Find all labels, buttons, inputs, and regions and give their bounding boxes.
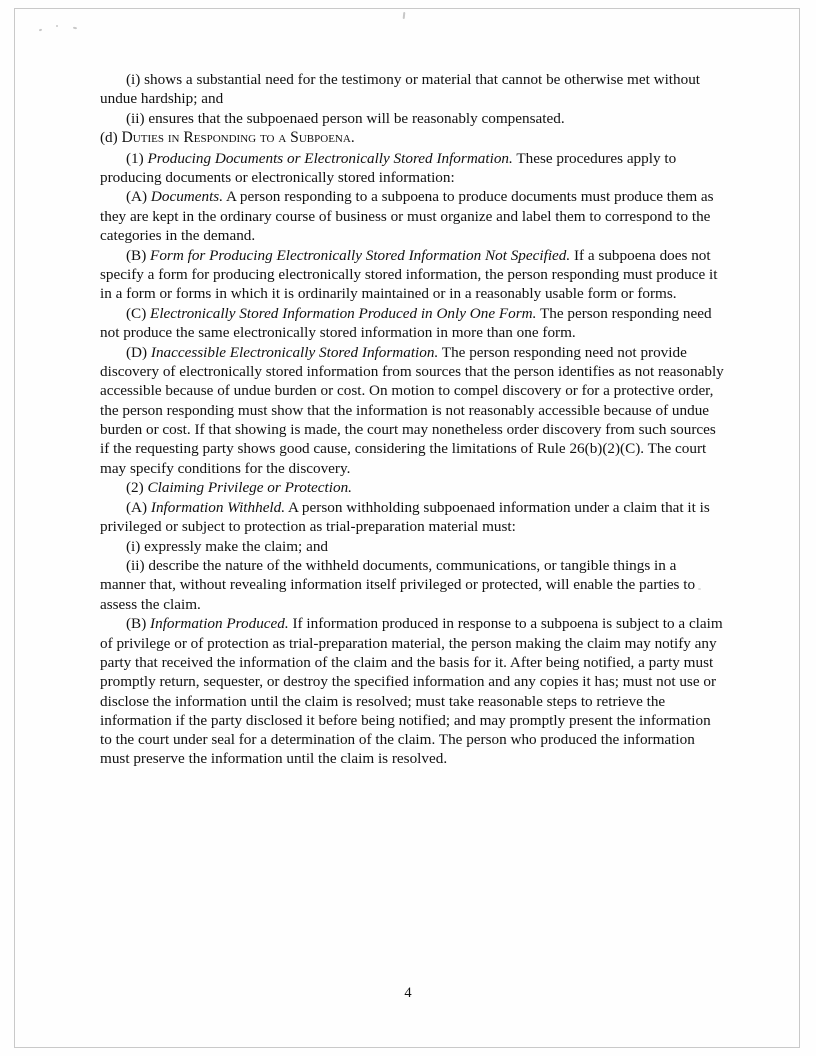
paragraph-p-d-duties (100, 128, 724, 148)
text-run: A person withholding subpoenaed information under a claim that it is privileged or subject to protection as trial-preparation material must: (100, 498, 710, 535)
text-run: . (350, 129, 355, 147)
text-run: A person responding to a subpoena to produce documents must produce them as they are kept in the ordinary course of business or must organize and label them to correspond to the categories in the demand. (100, 188, 714, 245)
text-run: Documents. (150, 188, 224, 206)
paragraph-p-B-form (100, 246, 724, 304)
paragraph-p-C-one-form (100, 304, 724, 343)
scan-artifact-speck (56, 25, 58, 27)
paragraph-p-ii-ensures (100, 109, 724, 128)
text-run: If information produced in response to a subpoena is subject to a claim of privilege or of protection as trial-preparation material, the person making the claim may notify any party that received the information of the claim and the basis for it. After being notified, a party must promptly return, sequester, or destroy the specified information and any copies it has; must not use or disclose the information until the claim is resolved; must take reasonable steps to retrieve the information if the party disclosed it before being notified; and may promptly present the information to the court under seal for a determination of the claim. The person who produced the information must preserve the information until the claim is resolved. (100, 615, 723, 768)
paragraph-p-i-expressly (100, 537, 724, 556)
text-run: Inaccessible Electronically Stored Information. (150, 343, 439, 361)
paragraph-p-1-producing (100, 149, 724, 188)
text-run: Producing Documents or Electronically Stored Information. (147, 149, 513, 167)
text-run: The person responding need not produce the same electronically stored information in more than one form. (100, 304, 712, 342)
text-run: Information Withheld. (150, 498, 286, 516)
text-run: (i) expressly make the claim; and (126, 537, 329, 555)
paragraph-p-2-claiming (100, 478, 724, 497)
text-run: Form for Producing Electronically Stored Information Not Specified. (150, 246, 571, 264)
text-run: These procedures apply to producing documents or electronically stored information: (100, 149, 677, 186)
paragraph-p-i-shows (100, 70, 724, 109)
text-run: Information Produced. (150, 615, 289, 633)
paragraph-p-B-produced (100, 614, 724, 768)
text-run: (C) (126, 304, 151, 322)
text-run: (B) (126, 615, 151, 633)
text-run: (1) (126, 149, 148, 167)
page-number: 4 (404, 985, 412, 1001)
text-run: (ii) describe the nature of the withheld documents, communications, or tangible things in a manner that, without revealing information itself privileged or protected, will enable the parties to assess the claim. (100, 557, 696, 613)
document-body (100, 70, 724, 769)
text-run: (D) (126, 343, 151, 361)
paragraph-p-A-documents (100, 187, 724, 245)
text-run: (i) shows a substantial need for the testimony or material that cannot be otherwise met without undue hardship; and (100, 71, 701, 108)
text-run: Claiming Privilege or Protection. (147, 479, 352, 497)
text-run: Electronically Stored Information Produced in Only One Form. (150, 304, 537, 322)
text-run: (d) (100, 129, 122, 147)
text-run: If a subpoena does not specify a form for producing electronically stored information, the person responding must produce it in a form or forms in which it is ordinarily maintained or in a reasonably usable form or forms. (100, 246, 718, 303)
paragraph-p-A-withheld (100, 498, 724, 537)
text-run: (A) (126, 188, 151, 206)
text-run: Duties in Responding to a Subpoena (121, 129, 351, 147)
paragraph-p-D-inaccessible (100, 343, 724, 478)
text-run: The person responding need not provide discovery of electronically stored information from sources that the person identifies as not reasonably accessible because of undue burden or cost. On motion to compel discovery or for a protective order, the person responding must show that the information is not reasonably accessible because of undue burden or cost. If that showing is made, the court may nonetheless order discovery from such sources if the requesting party shows good cause, considering the limitations of Rule 26(b)(2)(C). The court may specify conditions for the discovery. (100, 343, 724, 477)
text-run: (B) (126, 246, 151, 264)
text-run: (ii) ensures that the subpoenaed person will be reasonably compensated. (126, 109, 565, 127)
paragraph-p-ii-describe (100, 556, 724, 614)
text-run: (2) (126, 479, 148, 497)
text-run: (A) (126, 498, 151, 516)
